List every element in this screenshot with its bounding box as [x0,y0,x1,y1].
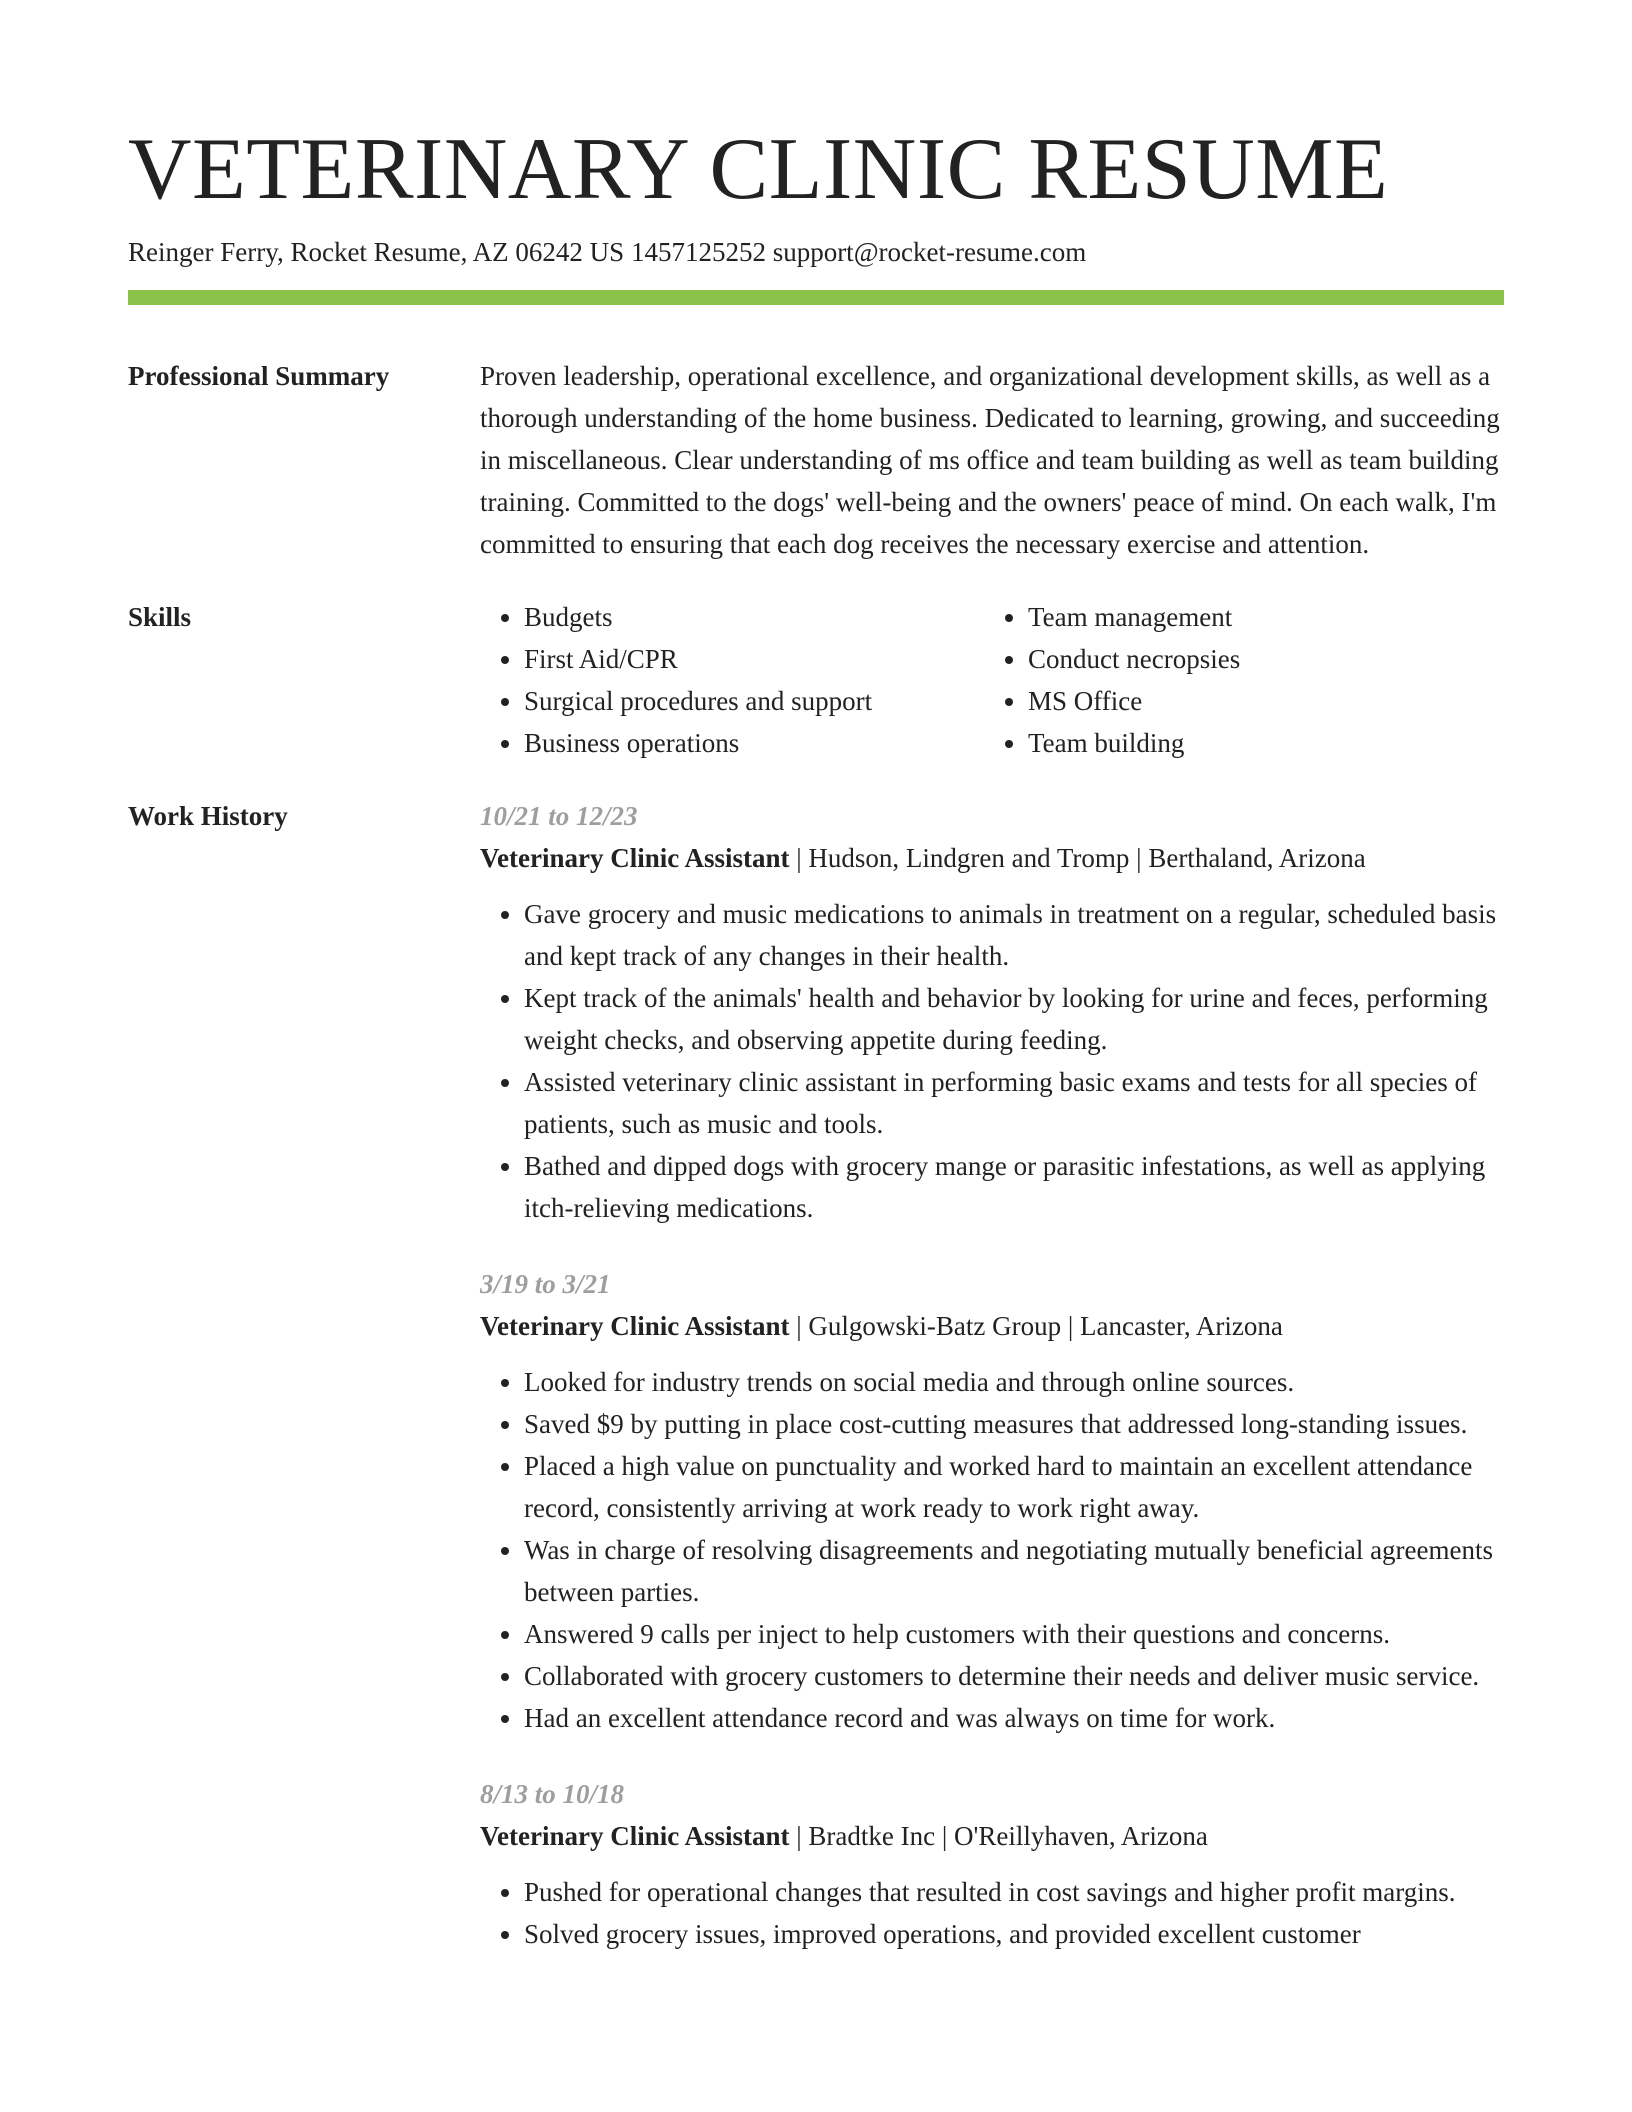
skill-item: • MS Office [1028,680,1488,722]
skill-item: • Team building [1028,722,1488,764]
job-bullet: • Pushed for operational changes that resulted in cost savings and higher profit margins. [524,1871,1504,1913]
job-location: O'Reillyhaven, Arizona [954,1821,1208,1851]
job-title: Veterinary Clinic Assistant [480,1821,790,1851]
contact-line [128,234,1504,270]
contact-address: Reinger Ferry, Rocket Resume, AZ 06242 US [128,237,625,267]
job-company: Bradtke Inc [808,1821,936,1851]
skills-section [128,596,1504,764]
job-bullet: • Saved $9 by putting in place cost-cutting measures that addressed long-standing issues. [524,1403,1504,1445]
skill-item: • Surgical procedures and support [524,680,984,722]
header-divider [128,290,1504,305]
job-bullets [480,893,1504,1229]
job-entry [480,795,1504,1229]
job-bullets [480,1361,1504,1739]
job-bullet: • Was in charge of resolving disagreements and negotiating mutually beneficial agreements between parties. [524,1529,1504,1613]
job-bullets [480,1871,1504,1955]
work-history-section [128,795,1504,1989]
job-location: Lancaster, Arizona [1080,1311,1283,1341]
skill-item: • Business operations [524,722,984,764]
summary-text: Proven leadership, operational excellence, and organizational development skills, as well as a thorough understanding of the home business. Dedicated to learning, growing, and succeeding in miscellaneous. Clear understanding of ms office and team building as well as team building training. Committed to the dogs' well-being and the owners' peace of mind. On each walk, I'm committed to ensuring that each dog receives the necessary exercise and attention. [480,361,1500,559]
skill-item: • Team management [1028,596,1488,638]
job-title-line [480,1815,1504,1857]
skill-item: • Budgets [524,596,984,638]
job-company: Gulgowski-Batz Group [808,1311,1062,1341]
section-label-summary: Professional Summary [128,361,390,391]
job-entry [480,1263,1504,1739]
job-bullet: • Looked for industry trends on social media and through online sources. [524,1361,1504,1403]
skills-list-right [984,596,1488,764]
job-dates: 3/19 to 3/21 [480,1269,611,1299]
section-label-skills: Skills [128,602,192,632]
job-bullet: • Had an excellent attendance record and was always on time for work. [524,1697,1504,1739]
job-bullet: • Solved grocery issues, improved operations, and provided excellent customer [524,1913,1504,1955]
job-bullet: • Bathed and dipped dogs with grocery mange or parasitic infestations, as well as applying itch-relieving medications. [524,1145,1504,1229]
separator: | [941,1821,955,1851]
skills-body [480,596,1504,764]
job-location: Berthaland, Arizona [1148,843,1366,873]
job-title: Veterinary Clinic Assistant [480,1311,790,1341]
summary-body [480,355,1504,565]
job-dates: 8/13 to 10/18 [480,1779,625,1809]
skills-list-left [480,596,984,764]
job-bullet: • Assisted veterinary clinic assistant in performing basic exams and tests for all species of patients, such as music and tools. [524,1061,1504,1145]
job-company: Hudson, Lindgren and Tromp [808,843,1130,873]
separator: | [796,1821,809,1851]
skill-item: • Conduct necropsies [1028,638,1488,680]
job-bullet: • Collaborated with grocery customers to determine their needs and deliver music service. [524,1655,1504,1697]
work-history-body [480,795,1504,1989]
job-title-line [480,1305,1504,1347]
job-title-line [480,837,1504,879]
job-title: Veterinary Clinic Assistant [480,843,790,873]
contact-phone: 1457125252 [630,237,766,267]
job-bullet: • Placed a high value on punctuality and worked hard to maintain an excellent attendance record, consistently arriving at work ready to work right away. [524,1445,1504,1529]
professional-summary-section [128,355,1504,565]
separator: | [1067,1311,1081,1341]
job-entry [480,1773,1504,1955]
job-dates: 10/21 to 12/23 [480,801,638,831]
section-label-work-history: Work History [128,801,288,831]
separator: | [1136,843,1149,873]
job-bullet: • Kept track of the animals' health and behavior by looking for urine and feces, performing weight checks, and observing appetite during feeding. [524,977,1504,1061]
separator: | [796,1311,809,1341]
separator: | [796,843,809,873]
job-bullet: • Gave grocery and music medications to animals in treatment on a regular, scheduled basis and kept track of any changes in their health. [524,893,1504,977]
job-bullet: • Answered 9 calls per inject to help customers with their questions and concerns. [524,1613,1504,1655]
resume-title: VETERINARY CLINIC RESUME [128,121,1389,218]
contact-email[interactable]: support@rocket-resume.com [772,237,1087,267]
skill-item: • First Aid/CPR [524,638,984,680]
